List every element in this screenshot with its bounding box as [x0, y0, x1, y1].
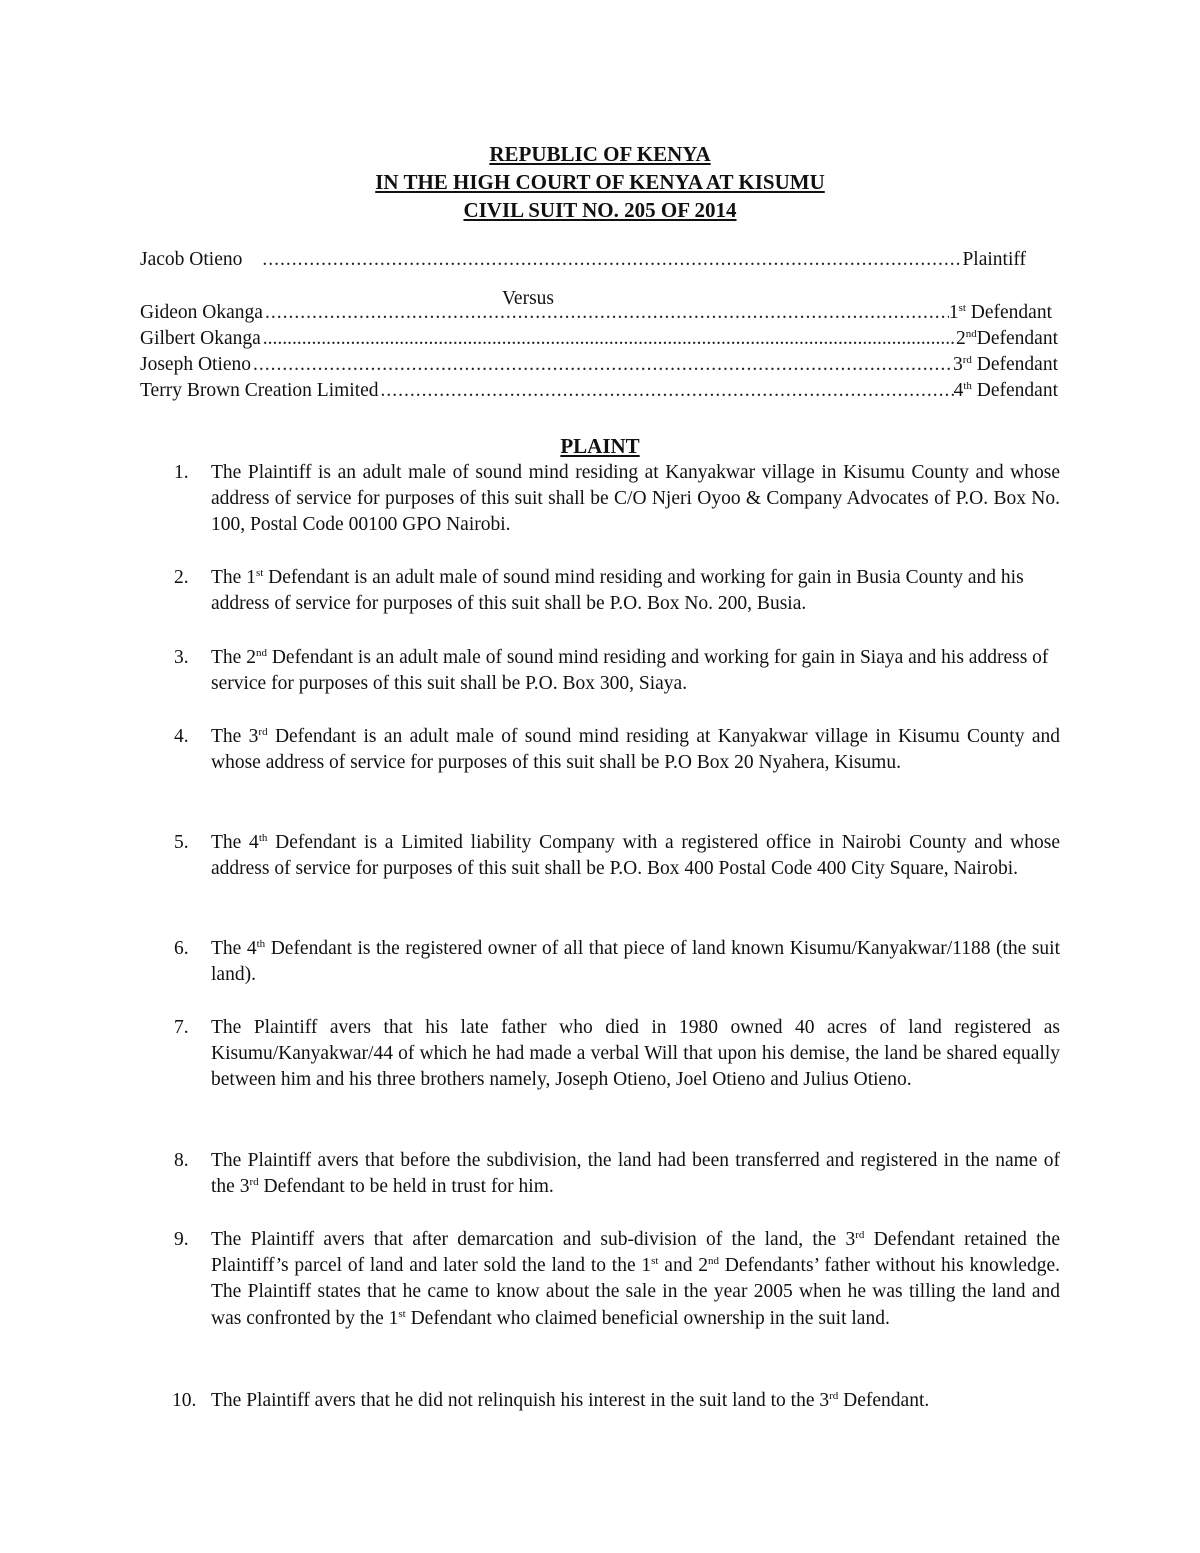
paragraph-number: 5.	[174, 832, 189, 853]
paragraph-number: 4.	[174, 726, 189, 747]
versus-label: Versus	[502, 288, 554, 309]
paragraph-text: The 1st Defendant is an adult male of sound mind residing and working for gain in Busia County and his address of service for purposes of this suit shall be P.O. Box No. 200, Busia.	[211, 567, 1024, 615]
defendant-name: Terry Brown Creation Limited	[140, 380, 379, 401]
paragraph-number: 3.	[174, 647, 189, 668]
paragraph-text: The Plaintiff avers that before the subdivision, the land had been transferred and registered in the name of the 3rd Defendant to be held in trust for him.	[211, 1150, 1060, 1198]
leader-dots	[242, 247, 962, 273]
paragraph-number: 10.	[172, 1390, 197, 1411]
leader-dots	[261, 326, 956, 352]
leader-dots	[379, 378, 954, 404]
paragraph-text: The 4th Defendant is a Limited liability Company with a registered office in Nairobi County and whose address of service for purposes of this suit shall be P.O. Box 400 Postal Code 400 City Square, Nairobi.	[211, 832, 1060, 880]
leader-dots	[251, 352, 953, 378]
defendant-role: 3rd Defendant	[952, 354, 1058, 375]
defendant-role: 4th Defendant	[953, 380, 1058, 401]
heading-republic: REPUBLIC OF KENYA	[489, 142, 711, 166]
defendant-row	[140, 352, 1058, 378]
paragraph-text: The 3rd Defendant is an adult male of sound mind residing at Kanyakwar village in Kisumu County and whose address of service for purposes of this suit shall be P.O Box 20 Nyahera, Kisumu.	[211, 726, 1060, 774]
defendant-role: 1st Defendant	[948, 302, 1052, 323]
plaintiff-row	[140, 247, 1026, 273]
plaintiff-name: Jacob Otieno	[140, 249, 243, 270]
paragraph-number: 7.	[174, 1017, 189, 1038]
paragraph-text: The Plaintiff avers that his late father who died in 1980 owned 40 acres of land registered as Kisumu/Kanyakwar/44 of which he had made a verbal Will that upon his demise, the land be shared equally between him and his three brothers namely, Joseph Otieno, Joel Otieno and Julius Otieno.	[211, 1017, 1060, 1091]
defendant-name: Joseph Otieno	[140, 354, 252, 375]
paragraph-number: 2.	[174, 567, 189, 588]
heading-court: IN THE HIGH COURT OF KENYA AT KISUMU	[375, 170, 825, 194]
paragraph-number: 9.	[174, 1229, 189, 1250]
paragraph-text: The Plaintiff is an adult male of sound mind residing at Kanyakwar village in Kisumu County and whose address of service for purposes of this suit shall be C/O Njeri Oyoo & Company Advocates of P.O. Box No. 100, Postal Code 00100 GPO Nairobi.	[211, 462, 1060, 536]
paragraph-number: 8.	[174, 1150, 189, 1171]
paragraph-text: The Plaintiff avers that after demarcation and sub-division of the land, the 3rd Defendant retained the Plaintiff’s parcel of land and later sold the land to the 1st and 2nd Defendants’ father without his knowledge. The Plaintiff states that he came to know about the sale in the year 2005 when he was tilling the land and was confronted by the 1st Defendant who claimed beneficial ownership in the suit land.	[211, 1229, 1060, 1329]
defendant-name: Gideon Okanga	[140, 302, 263, 323]
defendant-name: Gilbert Okanga	[140, 328, 261, 349]
plaintiff-role: Plaintiff	[962, 249, 1026, 270]
defendant-row	[140, 326, 1058, 352]
paragraph-text: The 4th Defendant is the registered owner of all that piece of land known Kisumu/Kanyakwar/1188 (the suit land).	[211, 938, 1060, 986]
plaint-title: PLAINT	[560, 434, 640, 458]
court-heading	[0, 140, 1200, 224]
paragraph-text: The 2nd Defendant is an adult male of sound mind residing and working for gain in Siaya and his address of service for purposes of this suit shall be P.O. Box 300, Siaya.	[211, 647, 1049, 695]
paragraph-number: 1.	[174, 462, 189, 483]
defendant-row	[140, 378, 1058, 404]
paragraph-text: The Plaintiff avers that he did not relinquish his interest in the suit land to the 3rd Defendant.	[211, 1390, 930, 1411]
paragraph-number: 6.	[174, 938, 189, 959]
heading-suit-number: CIVIL SUIT NO. 205 OF 2014	[463, 198, 737, 222]
defendant-role: 2ndDefendant	[956, 328, 1058, 349]
